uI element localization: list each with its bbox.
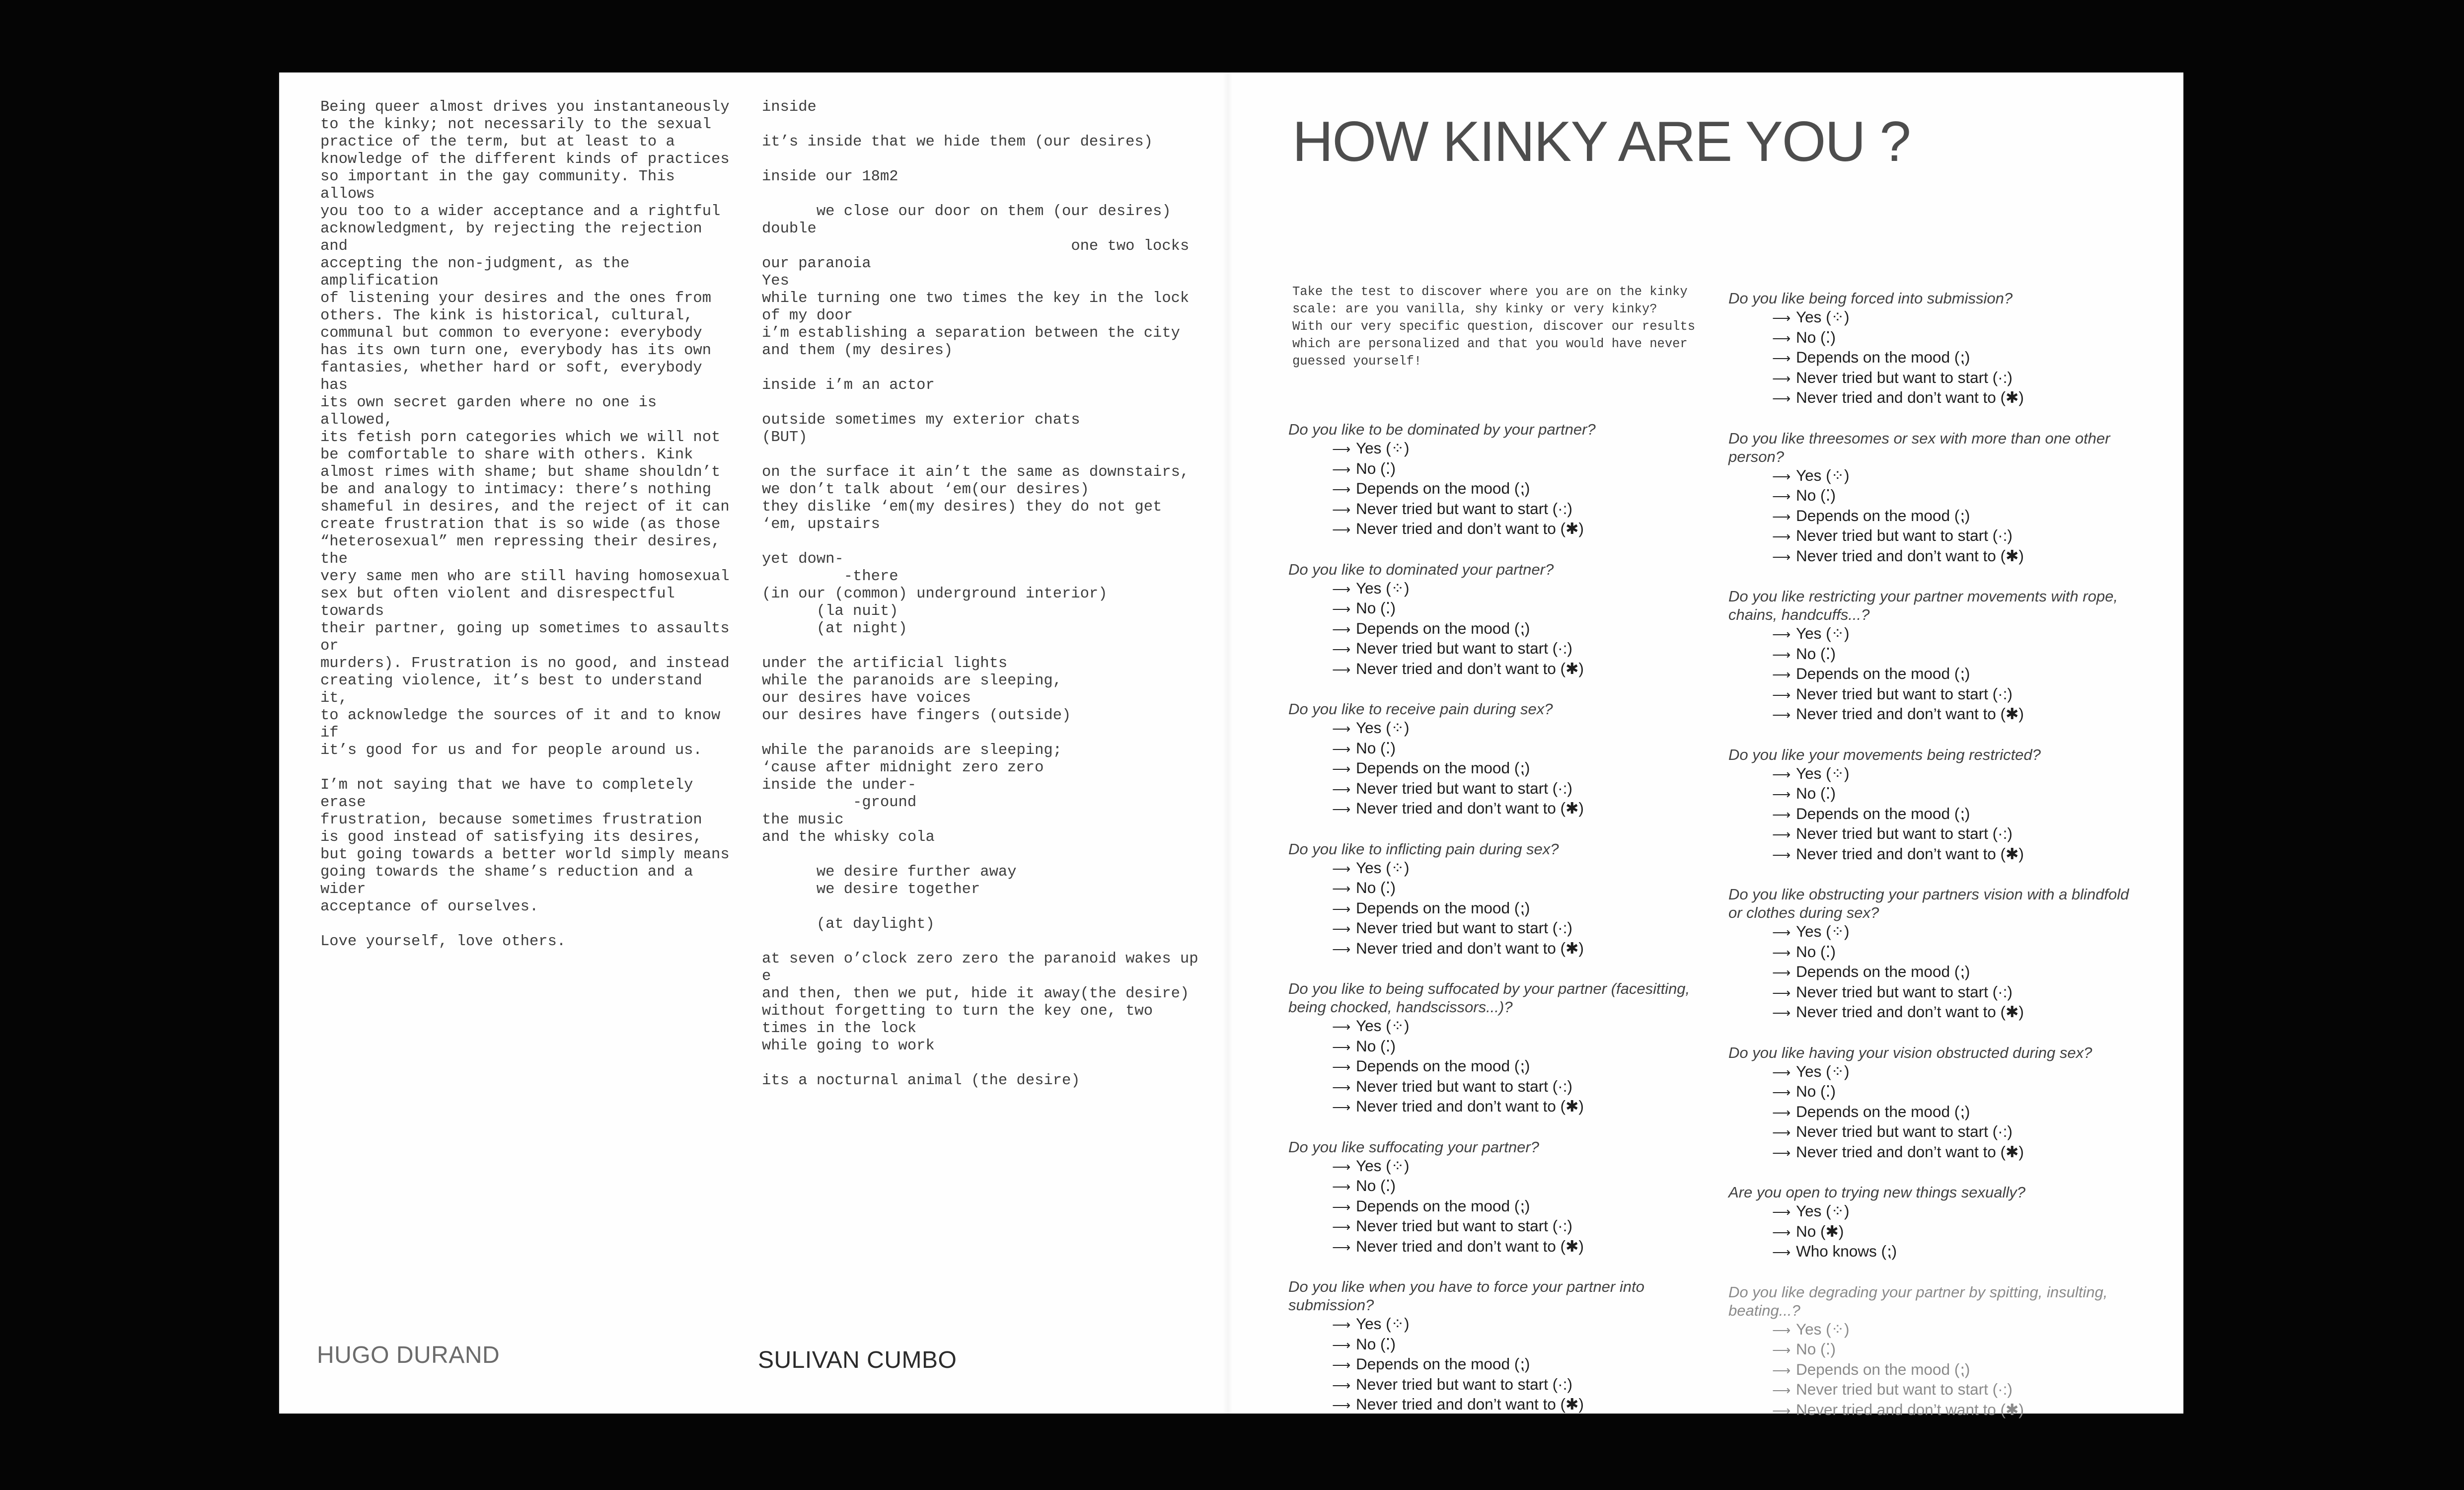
arrow-right-icon: ⟶ (1332, 461, 1351, 477)
author-sulivan-cumbo: SULIVAN CUMBO (758, 1347, 957, 1373)
answer-option-label: Never tried but want to start (·:) (1796, 1380, 2013, 1398)
arrow-right-icon: ⟶ (1332, 1317, 1351, 1332)
arrow-right-icon: ⟶ (1332, 581, 1351, 596)
arrow-right-icon: ⟶ (1772, 807, 1791, 822)
arrow-right-icon: ⟶ (1332, 1100, 1351, 1115)
arrow-right-icon: ⟶ (1772, 391, 1791, 406)
question-text: Do you like to dominated your partner? (1288, 560, 1554, 578)
answer-option-label: Never tried and don’t want to (✱) (1356, 659, 1584, 677)
arrow-right-icon: ⟶ (1332, 941, 1351, 957)
answer-option (1332, 619, 1725, 639)
answer-option-label: No (⁚) (1356, 879, 1396, 896)
answer-option (1772, 804, 2165, 824)
answer-option-label: Never tried but want to start (·:) (1796, 526, 2013, 544)
arrow-right-icon: ⟶ (1332, 442, 1351, 456)
answer-option-label: Never tried but want to start (·:) (1796, 824, 2013, 842)
answer-option (1772, 388, 2165, 408)
answer-option-label: Who knows (⁏) (1796, 1242, 1897, 1260)
answer-option-label: Depends on the mood (⁏) (1356, 898, 1530, 917)
arrow-right-icon: ⟶ (1332, 1337, 1351, 1352)
answer-option (1332, 499, 1725, 520)
answer-options (1728, 624, 2165, 725)
arrow-right-icon: ⟶ (1772, 847, 1791, 862)
answer-options (1288, 1314, 1725, 1415)
answer-option-label: No (⁚) (1356, 599, 1396, 617)
answer-option-label: Depends on the mood (⁏) (1356, 619, 1530, 637)
answer-options (1288, 579, 1725, 679)
arrow-right-icon: ⟶ (1772, 1064, 1791, 1080)
question-text: Do you like your movements being restricted? (1728, 745, 2041, 763)
answer-option (1772, 368, 2165, 388)
question-text: Do you like being forced into submission? (1728, 290, 2013, 307)
answer-option-label: Depends on the mood (⁏) (1796, 665, 1970, 682)
answer-option-label: Depends on the mood (⁏) (1796, 804, 1970, 822)
answer-option-label: No (⁚) (1356, 1037, 1396, 1055)
arrow-right-icon: ⟶ (1772, 1204, 1791, 1219)
arrow-right-icon: ⟶ (1772, 766, 1791, 782)
answer-options (1288, 718, 1725, 819)
answer-option (1772, 1222, 2165, 1242)
arrow-right-icon: ⟶ (1332, 601, 1351, 616)
question-text: Do you like degrading your partner by spitting, insulting, beating...? (1728, 1283, 2108, 1319)
arrow-right-icon: ⟶ (1772, 1085, 1791, 1100)
answer-option (1332, 939, 1725, 959)
answer-option (1332, 479, 1725, 499)
arrow-right-icon: ⟶ (1772, 1403, 1791, 1418)
arrow-right-icon: ⟶ (1332, 1377, 1351, 1393)
answer-option-label: Never tried and don’t want to (✱) (1796, 546, 2024, 565)
arrow-right-icon: ⟶ (1332, 861, 1351, 876)
answer-option-label: Never tried and don’t want to (✱) (1796, 388, 2024, 406)
quiz-question-block (1288, 700, 1725, 819)
arrow-right-icon: ⟶ (1772, 1362, 1791, 1378)
arrow-right-icon: ⟶ (1772, 1145, 1791, 1160)
answer-option (1772, 1122, 2165, 1142)
question-text: Do you like when you have to force your partner into submission? (1288, 1278, 1644, 1314)
answer-option-label: Never tried but want to start (·:) (1356, 1077, 1572, 1095)
answer-option-label: Depends on the mood (⁏) (1796, 1102, 1970, 1120)
answer-option (1332, 858, 1725, 879)
quiz-question-block (1288, 1138, 1725, 1257)
answer-option-label: No (⁚) (1796, 644, 1836, 663)
answer-option (1332, 799, 1725, 819)
answer-option (1772, 486, 2165, 506)
quiz-intro: Take the test to discover where you are on the kinky scale: are you vanilla, shy kinky or very kinky? With our very specific question, discover our results which are personalized and that you would have never guessed yourself! (1292, 285, 1696, 369)
arrow-right-icon: ⟶ (1332, 522, 1351, 537)
answer-option-label: Yes (⁘) (1796, 308, 1850, 326)
arrow-right-icon: ⟶ (1772, 985, 1791, 1000)
arrow-right-icon: ⟶ (1332, 761, 1351, 776)
answer-option-label: Yes (⁘) (1796, 1062, 1850, 1080)
arrow-right-icon: ⟶ (1332, 802, 1351, 817)
arrow-right-icon: ⟶ (1772, 945, 1791, 960)
arrow-right-icon: ⟶ (1772, 489, 1791, 504)
answer-option-label: No (✱) (1796, 1222, 1844, 1240)
answer-option (1772, 684, 2165, 705)
answer-option-label: Depends on the mood (⁏) (1796, 506, 1970, 524)
answer-option (1772, 1102, 2165, 1122)
arrow-right-icon: ⟶ (1332, 1199, 1351, 1214)
author-hugo-durand: HUGO DURAND (317, 1342, 500, 1368)
answer-option (1772, 764, 2165, 784)
answer-option-label: Never tried but want to start (·:) (1796, 1122, 2013, 1140)
answer-option-label: No (⁚) (1796, 942, 1836, 961)
answer-option (1332, 758, 1725, 779)
essay-text: Being queer almost drives you instantaneously to the kinky; not necessarily to the sexual practice of the term, but at least to a knowledge of the different kinds of practices so important in the gay community. This allows you too to a wider acceptance and a rightful acknowledgment, by rejecting the rejection and accepting the non-judgment, as the amplification of listening your desires and the ones from others. The kink is historical, cultural, communal but common to everyone: everybody has its own turn one, everybody has its own fantasies, whether hard or soft, everybody has its own secret garden where no one is allowed, its fetish porn categories which we will not be comfortable to share with others. Kink almost rimes with shame; but shame shouldn’t be and analogy to intimacy: there’s nothing shameful in desires, and the reject of it can create frustration that is so wide (as those “heterosexual” men repressing their desires, the very same men who are still having homosexual sex but often violent and disrespectful towards their partner, going up sometimes to assaults or murders). Frustration is no good, and instead creating violence, it’s best to understand it, to acknowledge the sources of it and to know if it’s good for us and for people around us. I’m not saying that we have to completely erase frustration, because sometimes frustration is good instead of satisfying its desires, but going towards a better world simply means going towards the shame’s reduction and a wider acceptance of ourselves. Love yourself, love others. (320, 99, 730, 950)
answer-option (1332, 898, 1725, 919)
arrow-right-icon: ⟶ (1772, 925, 1791, 940)
arrow-right-icon: ⟶ (1332, 502, 1351, 517)
arrow-right-icon: ⟶ (1772, 1322, 1791, 1338)
answer-option-label: Never tried and don’t want to (✱) (1356, 1237, 1584, 1255)
answer-option (1772, 1400, 2165, 1420)
answer-option-label: Depends on the mood (⁏) (1356, 759, 1530, 777)
arrow-right-icon: ⟶ (1772, 310, 1791, 325)
answer-options (1728, 1201, 2165, 1262)
answer-option-label: Never tried and don’t want to (✱) (1796, 705, 2024, 723)
arrow-right-icon: ⟶ (1332, 1159, 1351, 1174)
arrow-right-icon: ⟶ (1772, 965, 1791, 980)
arrow-right-icon: ⟶ (1772, 468, 1791, 484)
answer-option-label: Depends on the mood (⁏) (1796, 963, 1970, 980)
answer-option-label: Never tried but want to start (·:) (1356, 1217, 1572, 1235)
arrow-right-icon: ⟶ (1332, 721, 1351, 736)
answer-option (1332, 918, 1725, 939)
answer-option (1772, 1201, 2165, 1222)
answer-option (1332, 1335, 1725, 1355)
question-text: Do you like restricting your partner movements with rope, chains, handcuffs...? (1728, 588, 2118, 623)
answer-option (1332, 1077, 1725, 1097)
arrow-right-icon: ⟶ (1332, 1357, 1351, 1372)
arrow-right-icon: ⟶ (1332, 741, 1351, 756)
answer-option-label: Yes (⁘) (1356, 579, 1410, 597)
arrow-right-icon: ⟶ (1772, 647, 1791, 662)
answer-option-label: No (⁚) (1796, 486, 1836, 504)
quiz-question-block (1728, 745, 2165, 865)
answer-option-label: Yes (⁘) (1796, 466, 1850, 484)
answer-option (1772, 704, 2165, 725)
answer-option-label: Depends on the mood (⁏) (1356, 479, 1530, 497)
answer-option-label: Never tried and don’t want to (✱) (1796, 1142, 2024, 1161)
answer-option-label: Never tried and don’t want to (✱) (1356, 1097, 1584, 1115)
arrow-right-icon: ⟶ (1772, 667, 1791, 682)
answer-options (1728, 307, 2165, 408)
answer-option-label: No (⁚) (1796, 784, 1836, 802)
answer-options (1288, 858, 1725, 959)
question-text: Do you like having your vision obstructed during sex? (1728, 1043, 2092, 1061)
answer-option (1332, 598, 1725, 619)
answer-option-label: No (⁚) (1796, 1340, 1836, 1358)
answer-options (1728, 466, 2165, 567)
arrow-right-icon: ⟶ (1332, 482, 1351, 497)
answer-option (1772, 644, 2165, 665)
answer-option (1772, 328, 2165, 348)
answer-option-label: No (⁚) (1356, 739, 1396, 757)
answer-option-label: No (⁚) (1356, 1335, 1396, 1353)
answer-option-label: Depends on the mood (⁏) (1796, 1360, 1970, 1378)
answer-option (1772, 624, 2165, 644)
question-text: Do you like to inflicting pain during sex? (1288, 840, 1559, 858)
arrow-right-icon: ⟶ (1772, 1383, 1791, 1398)
answer-option (1772, 982, 2165, 1003)
arrow-right-icon: ⟶ (1772, 330, 1791, 346)
arrow-right-icon: ⟶ (1772, 1245, 1791, 1260)
answer-option (1332, 519, 1725, 539)
answer-option-label: Yes (⁘) (1796, 922, 1850, 940)
answer-option (1772, 1340, 2165, 1360)
arrow-right-icon: ⟶ (1332, 1219, 1351, 1234)
arrow-right-icon: ⟶ (1332, 901, 1351, 916)
answer-option (1332, 1196, 1725, 1217)
answer-option-label: Yes (⁘) (1356, 858, 1410, 877)
answer-option-label: Depends on the mood (⁏) (1356, 1355, 1530, 1373)
answer-option-label: Yes (⁘) (1356, 719, 1410, 737)
answer-option-label: Never tried but want to start (·:) (1796, 982, 2013, 1001)
answer-option-label: No (⁚) (1356, 459, 1396, 477)
answer-option-label: Never tried but want to start (·:) (1796, 368, 2013, 386)
answer-option (1332, 1156, 1725, 1177)
quiz-question-block (1728, 1183, 2165, 1262)
arrow-right-icon: ⟶ (1772, 687, 1791, 702)
answer-option (1772, 922, 2165, 942)
quiz-question-block (1728, 885, 2165, 1023)
arrow-right-icon: ⟶ (1772, 827, 1791, 842)
answer-option (1332, 718, 1725, 739)
answer-option-label: Yes (⁘) (1356, 1156, 1410, 1175)
answer-option (1772, 466, 2165, 486)
arrow-right-icon: ⟶ (1772, 509, 1791, 524)
answer-option-label: No (⁚) (1356, 1177, 1396, 1194)
arrow-right-icon: ⟶ (1332, 781, 1351, 797)
answer-option (1332, 1056, 1725, 1077)
question-text: Do you like obstructing your partners vision with a blindfold or clothes during sex? (1728, 886, 2129, 921)
arrow-right-icon: ⟶ (1772, 371, 1791, 386)
arrow-right-icon: ⟶ (1332, 921, 1351, 936)
answer-option (1772, 664, 2165, 684)
question-text: Do you like suffocating your partner? (1288, 1138, 1539, 1156)
arrow-right-icon: ⟶ (1772, 1125, 1791, 1140)
answer-option (1772, 546, 2165, 567)
answer-option (1332, 439, 1725, 459)
quiz-question-block (1728, 1283, 2165, 1420)
arrow-right-icon: ⟶ (1332, 1398, 1351, 1413)
quiz-column-1 (1288, 420, 1725, 1415)
answer-option (1772, 784, 2165, 804)
arrow-right-icon: ⟶ (1772, 1342, 1791, 1357)
answer-option-label: Depends on the mood (⁏) (1356, 1057, 1530, 1075)
answer-option-label: Never tried but want to start (·:) (1356, 1375, 1572, 1393)
answer-option-label: Never tried and don’t want to (✱) (1356, 939, 1584, 957)
arrow-right-icon: ⟶ (1772, 549, 1791, 564)
answer-option-label: Never tried and don’t want to (✱) (1796, 844, 2024, 863)
arrow-right-icon: ⟶ (1772, 1224, 1791, 1240)
arrow-right-icon: ⟶ (1332, 621, 1351, 637)
arrow-right-icon: ⟶ (1772, 529, 1791, 544)
poem-text: inside it’s inside that we hide them (our desires) inside our 18m2 we close our door on them (our desires) double one two locks our paranoia Yes while turning one two times the key in the lock of my door i’m establishing a separation between the city and them (my desires) inside i’m an actor outside sometimes my exterior chats (BUT) on the surface it ain’t the same as downstairs, we don’t talk about ‘em(our desires) they dislike ‘em(my desires) they do not get ‘em, upstairs yet down- -there (in our (common) underground interior) (la nuit) (at night) under the artificial lights while the paranoids are sleeping, our desires have voices our desires have fingers (outside) while the paranoids are sleeping; ‘cause after midnight zero zero inside the under- -ground the music and the whisky cola we desire further away we desire together (at daylight) at seven o’clock zero zero the paranoid wakes up e and then, then we put, hide it away(the desire) without forgetting to turn the key one, two times in the lock while going to work its a nocturnal animal (the desire) (762, 99, 1198, 1089)
quiz-question-block (1728, 429, 2165, 567)
answer-option (1332, 1237, 1725, 1257)
question-text: Do you like to being suffocated by your partner (facesitting, being chocked, handscissors...)? (1288, 980, 1690, 1016)
answer-option (1772, 348, 2165, 368)
answer-option-label: Never tried but want to start (·:) (1356, 499, 1572, 518)
answer-option-label: Depends on the mood (⁏) (1356, 1196, 1530, 1215)
answer-option (1772, 1062, 2165, 1082)
arrow-right-icon: ⟶ (1772, 1105, 1791, 1120)
answer-option (1332, 459, 1725, 479)
answer-option-label: Yes (⁘) (1796, 1320, 1850, 1338)
answer-option-label: Never tried and don’t want to (✱) (1356, 520, 1584, 537)
arrow-right-icon: ⟶ (1332, 1019, 1351, 1034)
arrow-right-icon: ⟶ (1332, 662, 1351, 677)
answer-options (1728, 1320, 2165, 1420)
quiz-question-block (1288, 420, 1725, 539)
answer-option (1332, 1216, 1725, 1237)
question-text: Are you open to trying new things sexually? (1728, 1184, 2025, 1201)
answer-option-label: Yes (⁘) (1356, 1017, 1410, 1035)
question-text: Do you like threesomes or sex with more than one other person? (1728, 429, 2110, 465)
arrow-right-icon: ⟶ (1772, 707, 1791, 722)
answer-option-label: Never tried but want to start (·:) (1356, 639, 1572, 657)
quiz-question-block (1728, 289, 2165, 408)
answer-option (1772, 307, 2165, 328)
answer-options (1288, 439, 1725, 539)
arrow-right-icon: ⟶ (1332, 881, 1351, 896)
answer-option-label: Never tried and don’t want to (✱) (1356, 799, 1584, 817)
answer-option (1332, 1375, 1725, 1395)
answer-option-label: Yes (⁘) (1796, 1202, 1850, 1220)
quiz-question-block (1288, 840, 1725, 959)
arrow-right-icon: ⟶ (1772, 787, 1791, 802)
answer-option (1332, 878, 1725, 898)
zine-spread (279, 73, 2183, 1418)
quiz-question-block (1288, 560, 1725, 679)
answer-option (1772, 1082, 2165, 1102)
answer-option-label: Yes (⁘) (1356, 1315, 1410, 1333)
quiz-column-2 (1728, 289, 2165, 1420)
answer-option-label: No (⁚) (1796, 1082, 1836, 1100)
answer-option (1772, 824, 2165, 844)
arrow-right-icon: ⟶ (1332, 1239, 1351, 1255)
arrow-right-icon: ⟶ (1332, 642, 1351, 657)
answer-option-label: No (⁚) (1796, 328, 1836, 346)
answer-option (1332, 779, 1725, 799)
answer-option-label: Never tried but want to start (·:) (1796, 684, 2013, 703)
quiz-question-block (1288, 1277, 1725, 1415)
quiz-title: HOW KINKY ARE YOU ? (1292, 110, 1910, 173)
answer-option (1772, 506, 2165, 526)
answer-option (1332, 1176, 1725, 1196)
answer-option-label: Never tried and don’t want to (✱) (1796, 1400, 2024, 1418)
answer-option (1332, 639, 1725, 659)
question-text: Do you like to be dominated by your partner? (1288, 421, 1596, 438)
answer-option (1772, 526, 2165, 546)
answer-option-label: Yes (⁘) (1796, 764, 1850, 782)
answer-option (1772, 844, 2165, 865)
arrow-right-icon: ⟶ (1772, 351, 1791, 366)
arrow-right-icon: ⟶ (1332, 1179, 1351, 1194)
answer-options (1728, 922, 2165, 1023)
answer-options (1288, 1016, 1725, 1117)
question-text: Do you like to receive pain during sex? (1288, 700, 1553, 718)
answer-option (1332, 659, 1725, 679)
answer-option (1332, 1354, 1725, 1375)
answer-option (1332, 1037, 1725, 1057)
answer-option-label: Never tried and don’t want to (✱) (1356, 1395, 1584, 1413)
answer-option-label: Never tried but want to start (·:) (1356, 779, 1572, 797)
answer-option (1772, 1242, 2165, 1262)
answer-option (1772, 962, 2165, 982)
answer-option-label: Yes (⁘) (1796, 624, 1850, 642)
answer-option-label: Never tried and don’t want to (✱) (1796, 1003, 2024, 1021)
answer-option (1332, 1314, 1725, 1335)
answer-option (1332, 1016, 1725, 1037)
answer-options (1728, 764, 2165, 865)
quiz-question-block (1288, 979, 1725, 1117)
answer-option-label: Never tried but want to start (·:) (1356, 919, 1572, 937)
answer-option (1332, 1097, 1725, 1117)
answer-option (1332, 1395, 1725, 1415)
arrow-right-icon: ⟶ (1332, 1039, 1351, 1054)
answer-options (1288, 1156, 1725, 1257)
answer-option (1772, 1360, 2165, 1380)
arrow-right-icon: ⟶ (1772, 1005, 1791, 1020)
answer-options (1728, 1062, 2165, 1163)
answer-option (1772, 1380, 2165, 1400)
answer-option (1332, 579, 1725, 599)
answer-option-label: Yes (⁘) (1356, 439, 1410, 457)
answer-option (1772, 1002, 2165, 1023)
arrow-right-icon: ⟶ (1332, 1079, 1351, 1095)
answer-option (1332, 739, 1725, 759)
arrow-right-icon: ⟶ (1332, 1059, 1351, 1074)
answer-option (1772, 1142, 2165, 1163)
answer-option (1772, 1320, 2165, 1340)
arrow-right-icon: ⟶ (1772, 627, 1791, 642)
answer-option (1772, 942, 2165, 963)
quiz-question-block (1728, 1043, 2165, 1163)
quiz-question-block (1728, 587, 2165, 725)
answer-option-label: Depends on the mood (⁏) (1796, 348, 1970, 366)
